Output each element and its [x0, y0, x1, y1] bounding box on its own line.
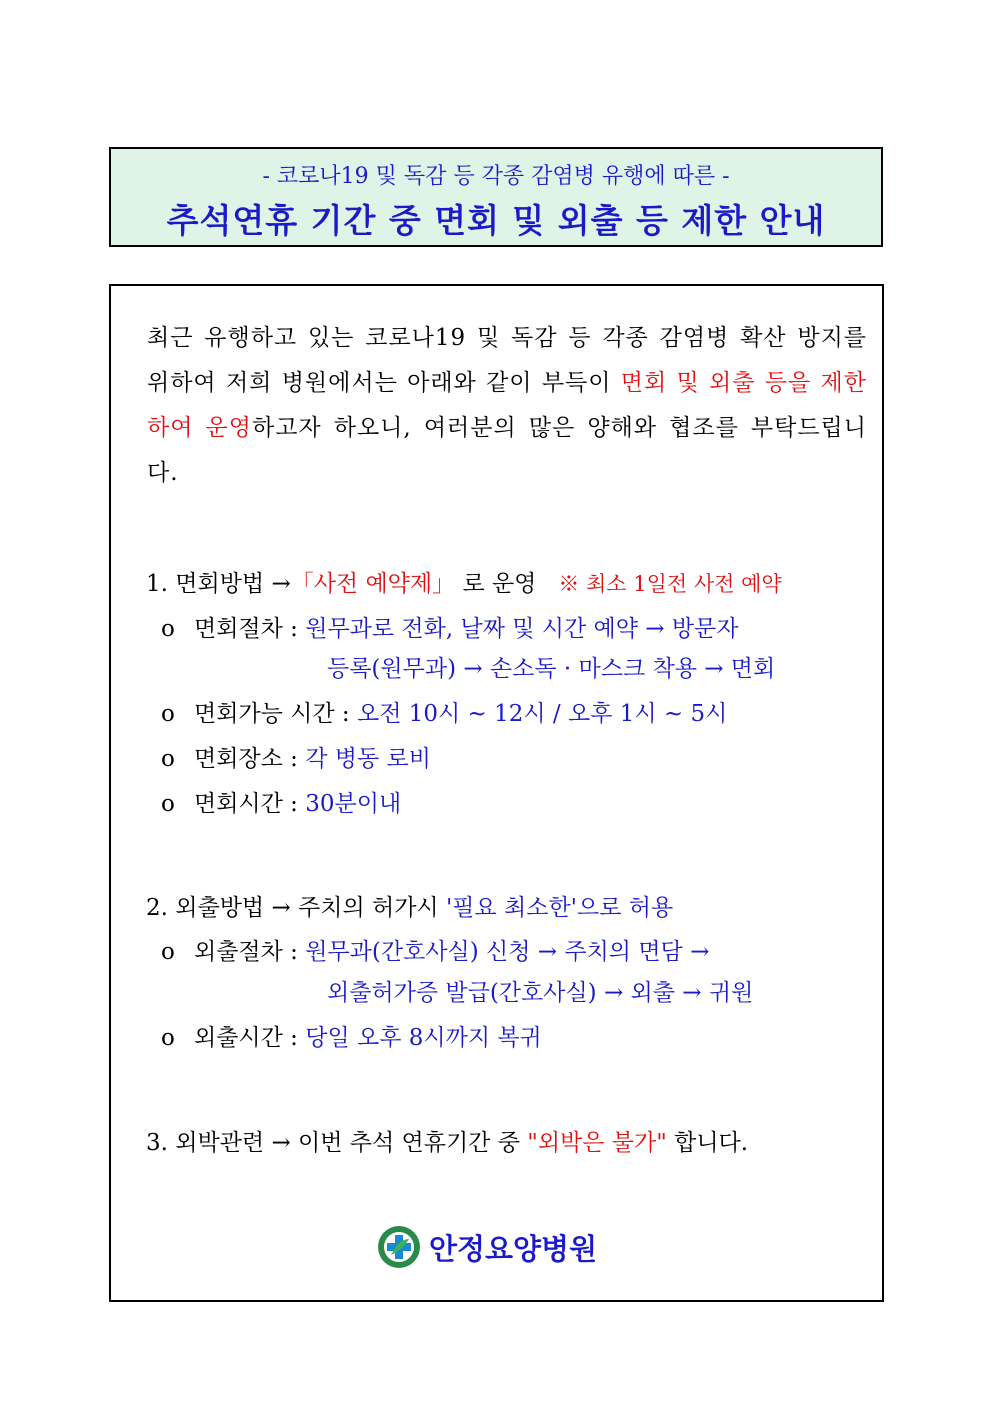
- section-overnight-heading: [146, 1124, 748, 1157]
- section-outing-highlight: '필요 최소한'으로 허용: [445, 895, 674, 921]
- intro-text-1: 최근 유행하고 있는 코로나19 및 독감 등 각종 감염병 확산 방지를 위하여 저희 병원에서는 아래와 같이 부득이: [147, 325, 867, 396]
- visit-duration-item: [161, 785, 401, 818]
- item-label: 면회절차 :: [194, 616, 298, 642]
- notice-body: [109, 284, 884, 1302]
- outing-time-item: [161, 1019, 542, 1052]
- item-label: 면회시간 :: [194, 791, 298, 817]
- item-label: 외출시간 :: [194, 1025, 298, 1051]
- item-value: 오전 10시 ~ 12시 / 오후 1시 ~ 5시: [357, 701, 728, 727]
- bullet-icon: o: [161, 616, 175, 642]
- section-outing-heading: [146, 889, 673, 922]
- section-outing-title: 2. 외출방법 → 주치의 허가시: [146, 895, 439, 921]
- section-visit-note: ※ 최소 1일전 사전 예약: [558, 572, 782, 596]
- section-visit-highlight: 「사전 예약제」: [290, 571, 456, 597]
- visit-place-item: [161, 740, 431, 773]
- bullet-icon: o: [161, 1025, 175, 1051]
- visit-hours-item: [161, 695, 727, 728]
- hospital-name: 안정요양병원: [429, 1231, 598, 1266]
- intro-highlight: 면회 및 외출 등을 제한하여 운영: [147, 370, 867, 441]
- bullet-icon: o: [161, 746, 175, 772]
- section-visit-title: 1. 면회방법 →: [146, 571, 291, 597]
- intro-text-2: 하고자 하오니, 여러분의 많은 양해와 협조를 부탁드립니다.: [147, 415, 867, 486]
- outing-procedure-item: [161, 933, 709, 966]
- section-overnight-highlight: "외박은 불가": [527, 1130, 667, 1156]
- item-value: 원무과로 전화, 날짜 및 시간 예약 → 방문자: [305, 616, 739, 642]
- intro-paragraph: [147, 316, 867, 496]
- notice-header: [109, 147, 883, 247]
- outing-procedure-continued: 외출허가증 발급(간호사실) → 외출 → 귀원: [327, 980, 754, 1006]
- section-overnight-suffix: 합니다.: [674, 1130, 749, 1156]
- bullet-icon: o: [161, 791, 175, 817]
- hospital-logo: [377, 1224, 597, 1270]
- visit-procedure-item: [161, 610, 739, 643]
- hospital-emblem-icon: [377, 1225, 421, 1269]
- header-subtitle: - 코로나19 및 독감 등 각종 감염병 유행에 따른 -: [262, 164, 730, 189]
- section-visit-heading: [146, 565, 782, 598]
- item-value: 원무과(간호사실) 신청 → 주치의 면담 →: [305, 939, 710, 965]
- item-label: 면회가능 시간 :: [194, 701, 350, 727]
- section-visit-suffix: 로 운영: [462, 571, 537, 597]
- header-title: 추석연휴 기간 중 면회 및 외출 등 제한 안내: [166, 201, 826, 240]
- bullet-icon: o: [161, 939, 175, 965]
- item-label: 면회장소 :: [194, 746, 298, 772]
- item-value: 각 병동 로비: [305, 746, 431, 772]
- item-label: 외출절차 :: [194, 939, 298, 965]
- section-overnight-title: 3. 외박관련 → 이번 추석 연휴기간 중: [146, 1130, 520, 1156]
- bullet-icon: o: [161, 701, 175, 727]
- item-value: 당일 오후 8시까지 복귀: [305, 1025, 542, 1051]
- visit-procedure-continued: 등록(원무과) → 손소독 · 마스크 착용 → 면회: [327, 656, 776, 682]
- item-value: 30분이내: [305, 791, 402, 817]
